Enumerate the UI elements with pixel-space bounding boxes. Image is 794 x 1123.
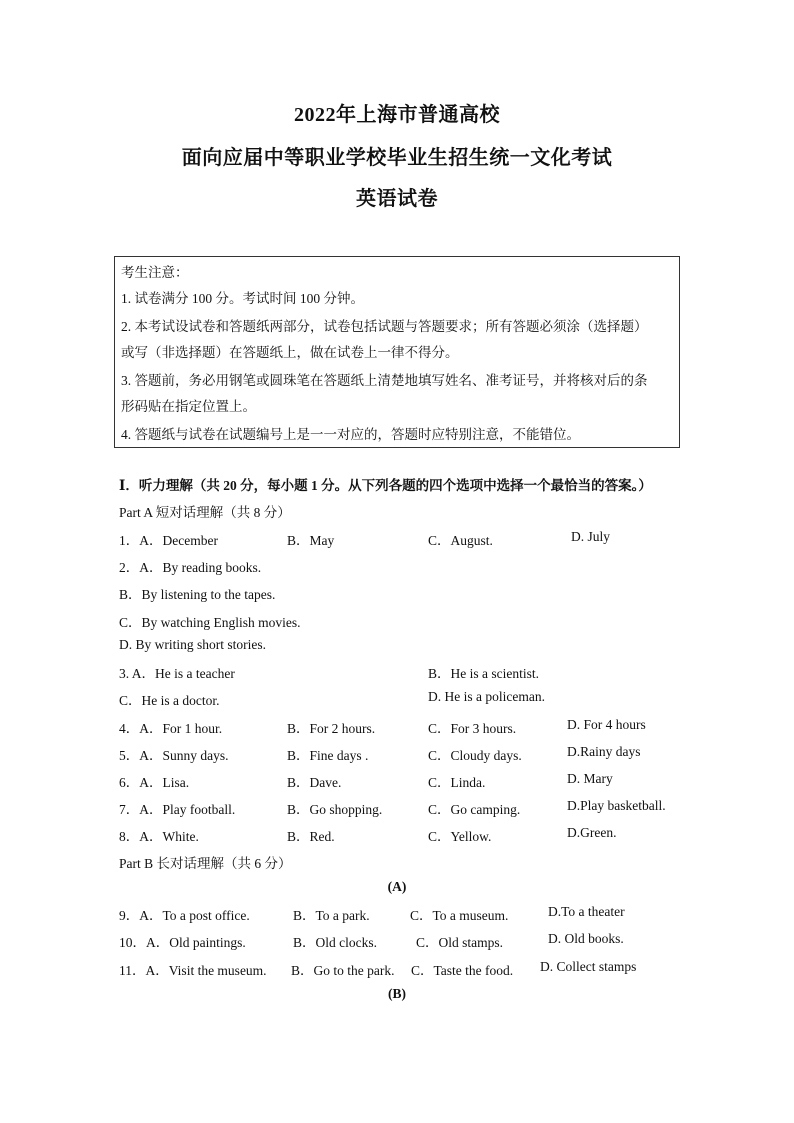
group-b-label: (B) xyxy=(388,986,406,1001)
q1-option-c: C．August. xyxy=(428,533,493,548)
q8-option-c: C．Yellow. xyxy=(428,829,492,844)
q11-option-c: C．Taste the food. xyxy=(411,963,514,978)
q3-option-a: 3. A．He is a teacher xyxy=(119,666,235,681)
notice-item-4: 4. 答题纸与试卷在试题编号上是一一对应的，答题时应特别注意，不能错位。 xyxy=(121,427,580,442)
q5-option-a: 5．A．Sunny days. xyxy=(119,748,229,763)
section-listening-heading: Ⅰ．听力理解（共 20 分，每小题 1 分。从下列各题的四个选项中选择一个最恰当的答案。） xyxy=(119,478,652,493)
notice-item-3a: 3. 答题前，务必用钢笔或圆珠笔在答题纸上清楚地填写姓名、准考证号，并将核对后的条 xyxy=(121,373,648,388)
notice-item-2a: 2. 本考试设试卷和答题纸两部分，试卷包括试题与答题要求；所有答题必须涂（选择题） xyxy=(121,319,648,334)
q10-option-d: D. Old books. xyxy=(548,931,624,946)
q7-option-b: B．Go shopping. xyxy=(287,802,383,817)
q7-option-d: D.Play basketball. xyxy=(567,798,666,813)
q5-option-b: B．Fine days . xyxy=(287,748,369,763)
notice-item-3b: 形码贴在指定位置上。 xyxy=(121,399,256,414)
q1-option-d: D. July xyxy=(571,529,611,544)
q6-option-d: D. Mary xyxy=(567,771,613,786)
q9-option-c: C．To a museum. xyxy=(410,908,509,923)
q9-option-d: D.To a theater xyxy=(548,904,625,919)
q3-option-c: C．He is a doctor. xyxy=(119,693,220,708)
q5-option-d: D.Rainy days xyxy=(567,744,641,759)
q1-option-a: 1．A．December xyxy=(119,533,218,548)
q6-option-c: C．Linda. xyxy=(428,775,486,790)
group-a-label: (A) xyxy=(387,879,407,894)
q8-option-a: 8．A．White. xyxy=(119,829,199,844)
q7-option-c: C．Go camping. xyxy=(428,802,521,817)
q2-option-c: C．By watching English movies. xyxy=(119,615,301,630)
q2-option-b: B．By listening to the tapes. xyxy=(119,587,276,602)
q4-option-d: D. For 4 hours xyxy=(567,717,646,732)
q6-option-a: 6．A．Lisa. xyxy=(119,775,190,790)
q11-option-b: B．Go to the park. xyxy=(291,963,395,978)
q11-option-d: D. Collect stamps xyxy=(540,959,637,974)
exam-title-year: 2022年上海市普通高校 xyxy=(294,104,500,126)
q8-option-b: B．Red. xyxy=(287,829,335,844)
candidate-notice-box xyxy=(114,256,680,448)
part-a-heading: Part A 短对话理解（共 8 分） xyxy=(119,505,291,520)
q3-option-b: B．He is a scientist. xyxy=(428,666,539,681)
notice-item-1: 1. 试卷满分 100 分。考试时间 100 分钟。 xyxy=(121,291,364,306)
q4-option-a: 4．A．For 1 hour. xyxy=(119,721,223,736)
q10-option-c: C．Old stamps. xyxy=(416,935,504,950)
q2-option-d: D. By writing short stories. xyxy=(119,637,266,652)
exam-title-subject: 英语试卷 xyxy=(356,188,438,210)
notice-heading: 考生注意： xyxy=(121,265,189,280)
q9-option-b: B．To a park. xyxy=(293,908,370,923)
q10-option-b: B．Old clocks. xyxy=(293,935,377,950)
notice-item-2b: 或写（非选择题）在答题纸上，做在试卷上一律不得分。 xyxy=(121,345,459,360)
q3-option-d: D. He is a policeman. xyxy=(428,689,545,704)
q1-option-b: B．May xyxy=(287,533,335,548)
q6-option-b: B．Dave. xyxy=(287,775,342,790)
exam-title-main: 面向应届中等职业学校毕业生招生统一文化考试 xyxy=(181,147,613,169)
q9-option-a: 9．A．To a post office. xyxy=(119,908,250,923)
q11-option-a: 11．A．Visit the museum. xyxy=(119,963,267,978)
q4-option-c: C．For 3 hours. xyxy=(428,721,517,736)
q8-option-d: D.Green. xyxy=(567,825,617,840)
q4-option-b: B．For 2 hours. xyxy=(287,721,376,736)
part-b-heading: Part B 长对话理解（共 6 分） xyxy=(119,856,292,871)
q5-option-c: C．Cloudy days. xyxy=(428,748,522,763)
q7-option-a: 7．A．Play football. xyxy=(119,802,236,817)
q10-option-a: 10．A．Old paintings. xyxy=(119,935,246,950)
q2-option-a: 2．A．By reading books. xyxy=(119,560,262,575)
